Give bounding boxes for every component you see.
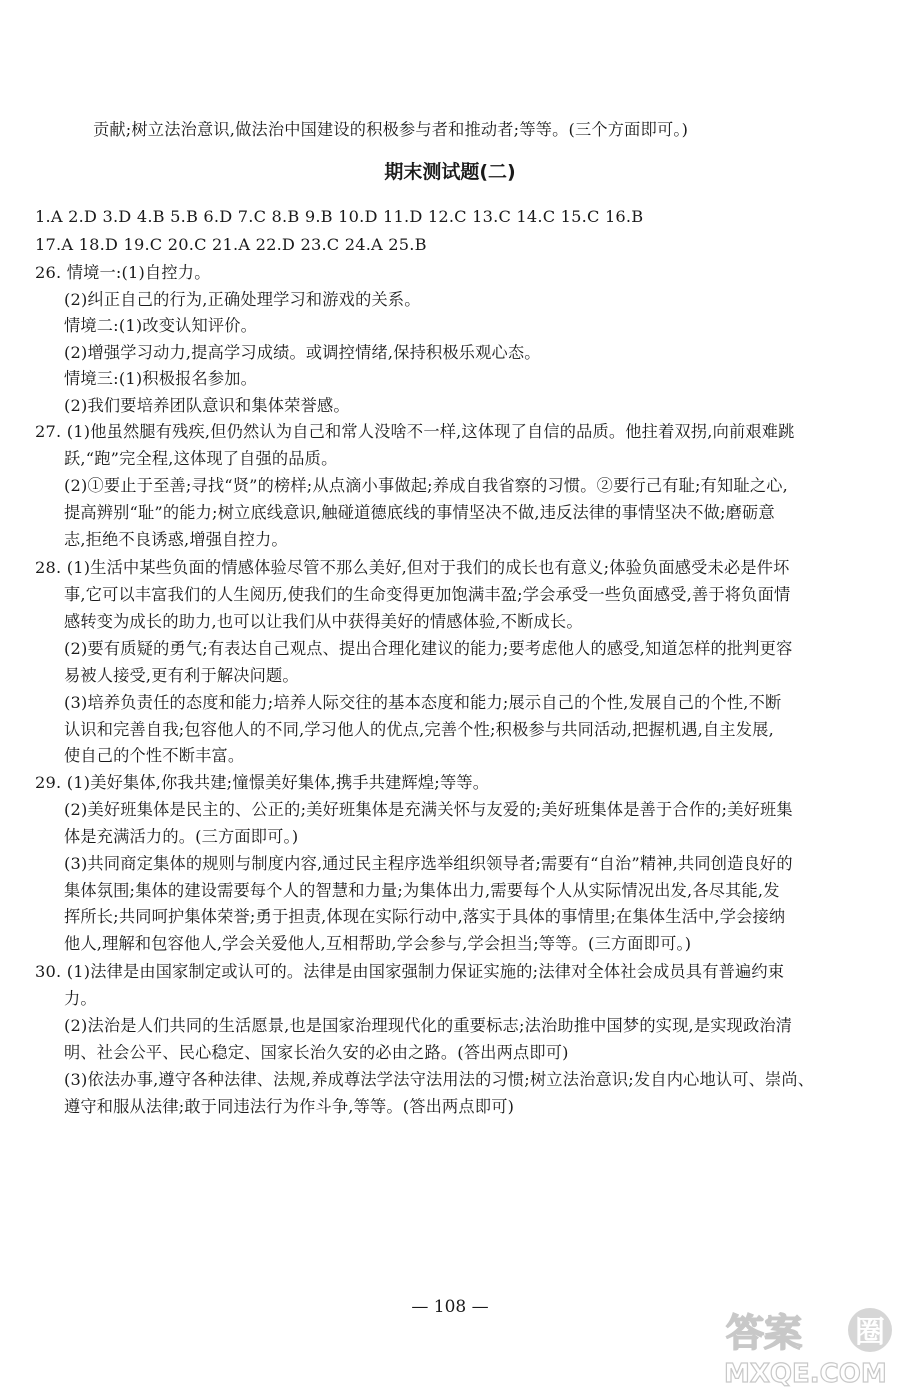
q27-line-3: (2)①要止于至善;寻找“贤”的榜样;从点滴小事做起;养成自我省察的习惯。②要行己有耻;有知耻之心, (64, 476, 788, 495)
q28-line-7: 认识和完善自我;包容他人的不同,学习他人的优点,完善个性;积极参与共同活动,把握机遇,自主发展, (64, 720, 774, 739)
q29-line-3: 体是充满活力的。(三方面即可。) (64, 827, 299, 846)
q26-line-1: 26. 情境一:(1)自控力。 (35, 263, 211, 282)
q30-line-3: (2)法治是人们共同的生活愿景,也是国家治理现代化的重要标志;法治助推中国梦的实现,是实现政治清 (64, 1016, 793, 1035)
q28-line-8: 使自己的个性不断丰富。 (64, 746, 245, 765)
svg-text:MXQE.COM: MXQE.COM (724, 1359, 887, 1388)
q28-line-2: 事,它可以丰富我们的人生阅历,使我们的生命变得更加饱满丰盈;学会承受一些负面感受,善于将负面情 (64, 585, 791, 604)
q30-line-5: (3)依法办事,遵守各种法律、法规,养成尊法学法守法用法的习惯;树立法治意识;发自内心地认可、崇尚、 (64, 1070, 815, 1089)
page-number: — 108 — (411, 1297, 489, 1317)
q27-line-5: 志,拒绝不良诱惑,增强自控力。 (64, 530, 288, 549)
q26-line-6: (2)我们要培养团队意识和集体荣誉感。 (64, 396, 350, 415)
q27-line-1: 27. (1)他虽然腿有残疾,但仍然认为自己和常人没啥不一样,这体现了自信的品质。他拄着双拐,向前艰难跳 (35, 422, 795, 441)
q26-line-2: (2)纠正自己的行为,正确处理学习和游戏的关系。 (64, 290, 421, 309)
q26-line-5: 情境三:(1)积极报名参加。 (64, 369, 258, 388)
q30-line-4: 明、社会公平、民心稳定、国家长治久安的必由之路。(答出两点即可) (64, 1043, 569, 1062)
q29-line-6: 挥所长;共同呵护集体荣誉;勇于担责,体现在实际行动中,落实于具体的事情里;在集体生活中,学会接纳 (64, 907, 786, 926)
q30-line-1: 30. (1)法律是由国家制定或认可的。法律是由国家强制力保证实施的;法律对全体社会成员具有普遍约束 (35, 962, 785, 981)
choice-answers-row-1: 1.A 2.D 3.D 4.B 5.B 6.D 7.C 8.B 9.B 10.D 11.D 12.C 13.C 14.C 15.C 16.B (35, 207, 644, 226)
intro-line: 贡献;树立法治意识,做法治中国建设的积极参与者和推动者;等等。(三个方面即可。) (93, 120, 689, 139)
q28-line-4: (2)要有质疑的勇气;有表达自己观点、提出合理化建议的能力;要考虑他人的感受,知道怎样的批判更容 (64, 639, 793, 658)
q28-line-1: 28. (1)生活中某些负面的情感体验尽管不那么美好,但对于我们的成长也有意义;体验负面感受未必是件坏 (35, 558, 790, 577)
svg-text:答案: 答案 (726, 1311, 803, 1355)
q29-line-1: 29. (1)美好集体,你我共建;憧憬美好集体,携手共建辉煌;等等。 (35, 773, 490, 792)
watermark-logo (720, 1300, 898, 1388)
q29-line-2: (2)美好班集体是民主的、公正的;美好班集体是充满关怀与友爱的;美好班集体是善于合作的;美好班集 (64, 800, 793, 819)
q29-line-7: 他人,理解和包容他人,学会关爱他人,互相帮助,学会参与,学会担当;等等。(三方面即可。) (64, 934, 692, 953)
svg-text:圈: 圈 (855, 1315, 885, 1350)
watermark-icon (720, 1300, 898, 1388)
q27-line-2: 跃,“跑”完全程,这体现了自强的品质。 (64, 449, 338, 468)
q26-line-3: 情境二:(1)改变认知评价。 (64, 316, 258, 335)
q26-line-4: (2)增强学习动力,提高学习成绩。或调控情绪,保持积极乐观心态。 (64, 343, 541, 362)
choice-answers-row-2: 17.A 18.D 19.C 20.C 21.A 22.D 23.C 24.A 25.B (35, 235, 427, 254)
q29-line-5: 集体氛围;集体的建设需要每个人的智慧和力量;为集体出力,需要每个人从实际情况出发,各尽其能,发 (64, 881, 780, 900)
q29-line-4: (3)共同商定集体的规则与制度内容,通过民主程序选举组织领导者;需要有“自治”精神,共同创造良好的 (64, 854, 793, 873)
q28-line-3: 感转变为成长的助力,也可以让我们从中获得美好的情感体验,不断成长。 (64, 612, 583, 631)
q30-line-2: 力。 (64, 989, 97, 1008)
q28-line-6: (3)培养负责任的态度和能力;培养人际交往的基本态度和能力;展示自己的个性,发展自己的个性,不断 (64, 693, 782, 712)
q27-line-4: 提高辨别“耻”的能力;树立底线意识,触碰道德底线的事情坚决不做,违反法律的事情坚决不做;磨砺意 (64, 503, 775, 522)
q28-line-5: 易被人接受,更有利于解决问题。 (64, 666, 299, 685)
section-title: 期末测试题(二) (384, 161, 516, 183)
q30-line-6: 遵守和服从法律;敢于同违法行为作斗争,等等。(答出两点即可) (64, 1097, 515, 1116)
